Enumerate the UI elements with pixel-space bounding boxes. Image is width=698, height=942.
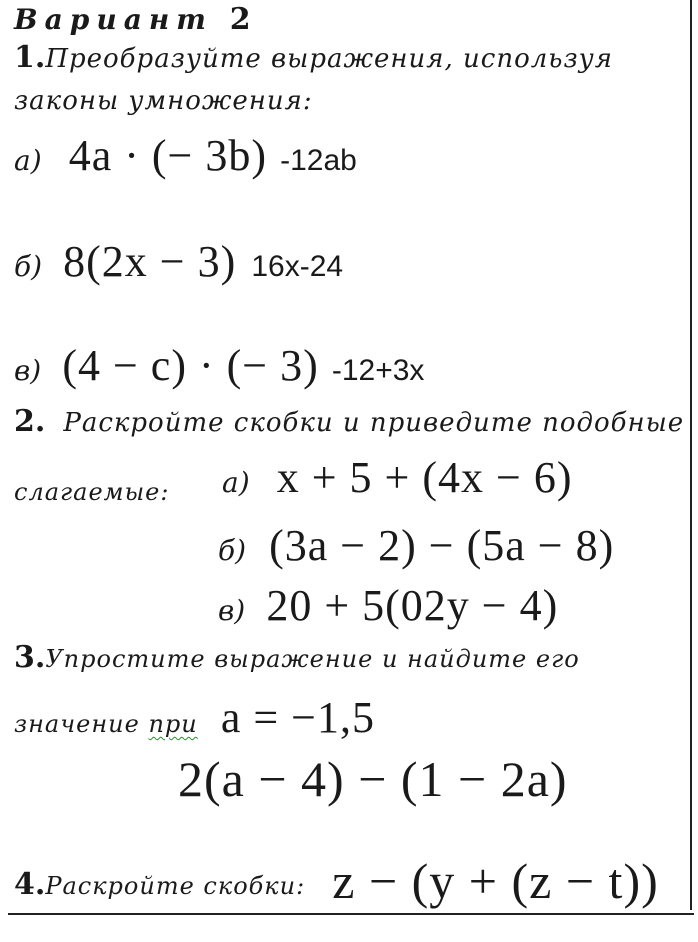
task3-text-line1: Упростите выражение и найдите его: [45, 645, 580, 673]
task1-item-b-answer: 16x-24: [251, 250, 344, 283]
task1-number: 1.: [14, 40, 46, 75]
task2-item-b-expr: (3a − 2) − (5a − 8): [269, 521, 615, 570]
task2-number: 2.: [14, 404, 46, 439]
task1-text-line2: законы умножения:: [14, 86, 313, 116]
task2-heading: [14, 404, 684, 439]
task2-item-c-expr: 20 + 5(02y − 4): [266, 581, 559, 630]
task1-item-c-expr: (4 − c) · (− 3): [62, 341, 319, 390]
task2-text-line2: слагаемые:: [14, 478, 170, 506]
task1-item-a-answer: -12ab: [280, 144, 357, 177]
task1-item-b-expr: 8(2x − 3): [63, 237, 237, 286]
task4-text: Раскройте скобки:: [45, 872, 306, 900]
page-border-right: [690, 0, 692, 910]
task2-item-c: [218, 580, 558, 631]
task3-text-pri: при: [148, 710, 198, 738]
task3-condition-line: [14, 692, 375, 743]
variant-title-word: Вариант: [14, 3, 213, 36]
task4-number: 4.: [14, 867, 46, 902]
task3-condition: a = −1,5: [220, 693, 375, 742]
task3-heading: [14, 640, 580, 675]
variant-title-number: 2: [229, 2, 258, 37]
task2-item-c-label: в): [218, 594, 246, 627]
task2-item-a-label: а): [222, 466, 250, 499]
task4-line: [14, 848, 659, 909]
variant-title: [14, 2, 258, 37]
task3-number: 3.: [14, 640, 46, 675]
task1-item-b-label: б): [14, 250, 43, 283]
task2-item-b-label: б): [218, 534, 247, 567]
task1-item-c-answer: -12+3x: [331, 354, 425, 387]
task2-item-b: [218, 520, 614, 571]
task1-item-a: [14, 130, 357, 181]
page-border-bottom: [8, 913, 694, 915]
task1-heading: [14, 40, 613, 75]
task1-item-b: [14, 236, 343, 287]
task1-item-c: [14, 340, 424, 391]
task1-item-c-label: в): [14, 354, 42, 387]
task2-text-line1: Раскройте скобки и приведите подобные: [63, 408, 685, 438]
task3-expression: 2(a − 4) − (1 − 2a): [178, 751, 568, 807]
task2-item-a: [222, 452, 572, 503]
task1-text-line1: Преобразуйте выражения, используя: [45, 44, 613, 74]
task1-item-a-expr: 4a · (− 3b): [68, 131, 268, 180]
task3-text-line2: значение: [14, 710, 149, 738]
task4-expression: z − (y + (z − t)): [332, 853, 659, 909]
task2-item-a-expr: x + 5 + (4x − 6): [276, 453, 573, 502]
task1-item-a-label: а): [14, 144, 42, 177]
